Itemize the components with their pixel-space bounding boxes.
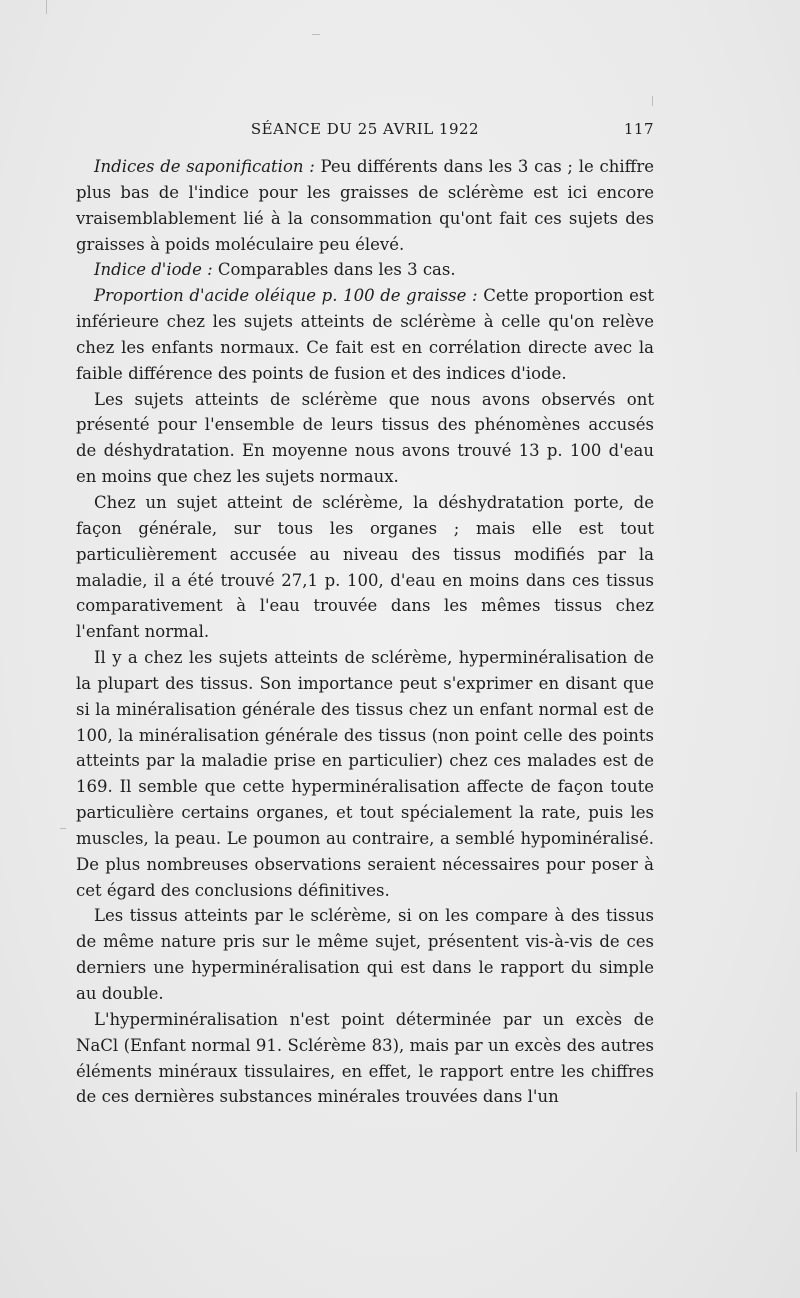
scan-mark xyxy=(46,0,47,14)
paragraph xyxy=(76,903,654,1006)
paragraph-text: Les tissus atteints par le sclérème, si on les compare à des tissus de même nature pris sur le même sujet, présentent vis-à-vis de ces derniers une hyperminéralisation qui est dans le rapport du simple au double. xyxy=(76,906,654,1003)
paragraph-text: Chez un sujet atteint de sclérème, la déshydratation porte, de façon générale, sur tous les organes ; mais elle est tout particulièrement accusée au niveau des tissus modifiés par la maladie, il a été trouvé 27,1 p. 100, d'eau en moins dans ces tissus comparativement à l'eau trouvée dans les mêmes tissus chez l'enfant normal. xyxy=(76,492,654,642)
paragraph-lead: Proportion d'acide oléique p. 100 de graisse : xyxy=(94,286,478,306)
paragraph-text: Il y a chez les sujets atteints de sclérème, hyperminéralisation de la plupart des tissus. Son importance peut s'exprimer en disant que si la minéralisation générale des tissus chez un enfant normal est de 100, la minéralisation générale des tissus (non point celle des points atteints par la maladie prise en particulier) chez ces malades est de 169. Il semble que cette hyperminéralisation affecte de façon toute particulière certains organes, et tout spécialement la rate, puis les muscles, la peau. Le poumon au contraire, a semblé hypominéralisé. De plus nombreuses observations seraient nécessaires pour poser à cet égard des conclusions définitives. xyxy=(76,648,654,900)
scan-mark xyxy=(652,96,653,106)
paragraph-text: Comparables dans les 3 cas. xyxy=(212,260,456,280)
header-title: SÉANCE DU 25 AVRIL 1922 xyxy=(250,120,480,138)
paragraph-lead: Indices de saponification : xyxy=(94,157,315,176)
paragraph-text: Cette proportion est inférieure chez les sujets atteints de sclérème à celle qu'on relève chez les enfants normaux. Ce fait est en corrélation directe avec la faible différence des points de fusion et des indices d'iode. xyxy=(76,286,655,383)
body-text xyxy=(76,154,654,1110)
paragraph xyxy=(76,490,654,645)
paragraph xyxy=(76,154,654,257)
paragraph xyxy=(76,283,654,386)
paragraph xyxy=(76,645,654,903)
paragraph xyxy=(76,257,654,283)
scan-mark xyxy=(796,1092,797,1152)
running-header xyxy=(76,120,654,142)
paragraph-text: L'hyperminéralisation n'est point déterminée par un excès de NaCl (Enfant normal 91. Sclérème 83), mais par un excès des autres éléments minéraux tissulaires, en effet, le rapport entre les chiffres de ces dernières substances minérales trouvées dans l'un xyxy=(76,1009,654,1107)
paragraph-text: Peu différents dans les 3 cas ; le chiffre plus bas de l'indice pour les graisses de sclérème est ici encore vraisemblablement lié à la consommation qu'ont fait ces sujets des graisses à poids moléculaire peu élevé. xyxy=(76,157,654,254)
paragraph-lead: Indice d'iode : xyxy=(94,260,213,280)
paragraph xyxy=(76,1007,654,1110)
scan-mark xyxy=(312,34,320,35)
paragraph xyxy=(76,387,654,490)
scan-mark xyxy=(60,828,66,829)
paragraph-text: Les sujets atteints de sclérème que nous avons observés ont présenté pour l'ensemble de leurs tissus des phénomènes accusés de déshydratation. En moyenne nous avons trouvé 13 p. 100 d'eau en moins que chez les sujets normaux. xyxy=(76,389,654,487)
page-number: 117 xyxy=(623,120,654,138)
